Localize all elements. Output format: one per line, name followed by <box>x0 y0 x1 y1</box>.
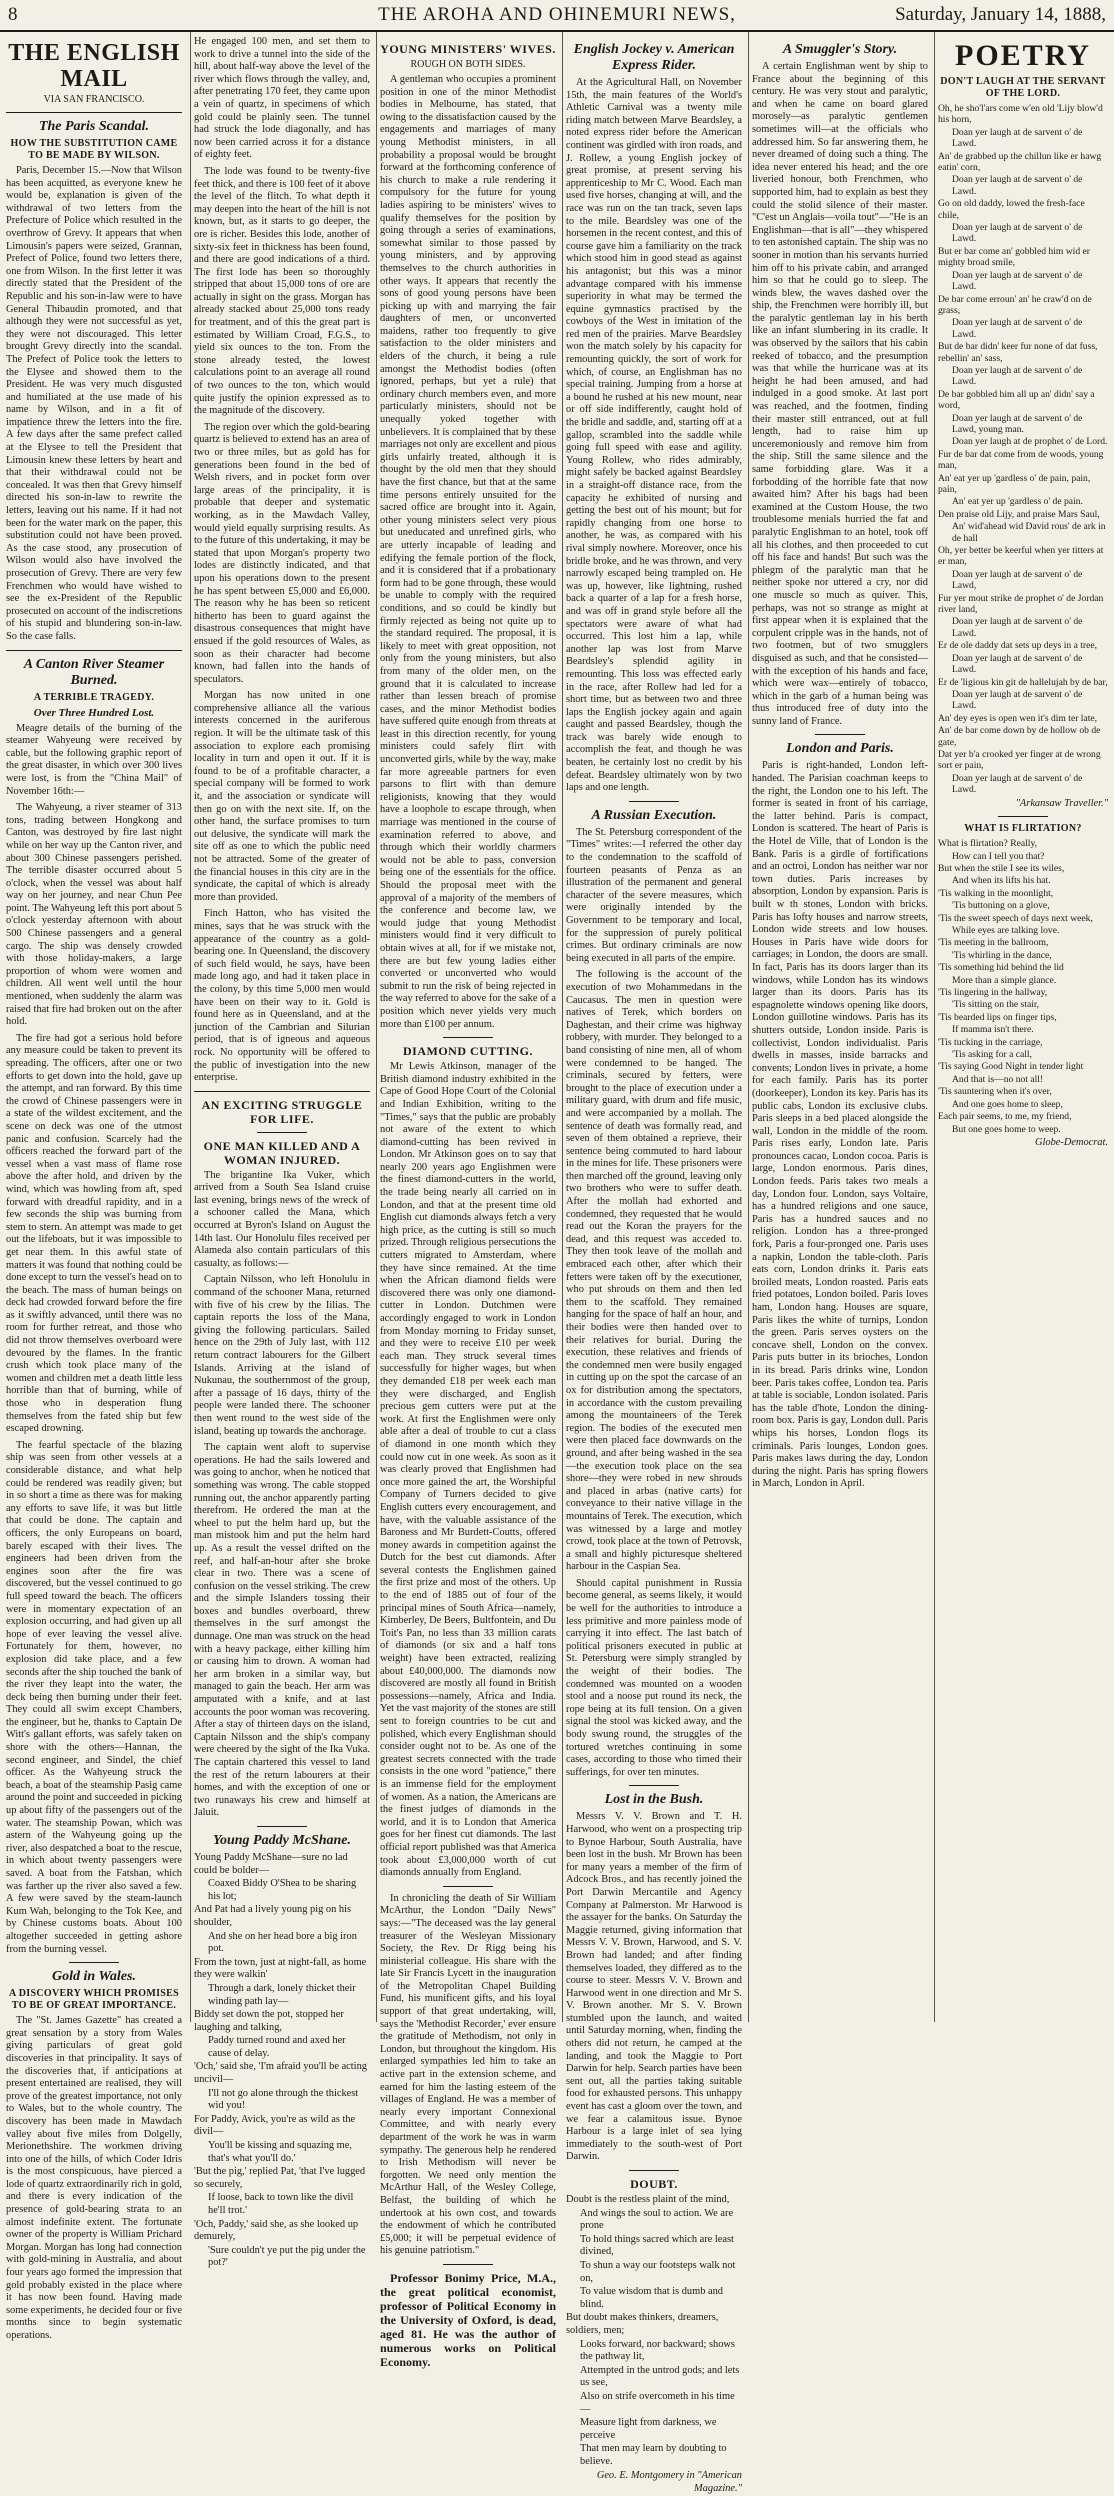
column-rule <box>748 32 749 2022</box>
poem-line: But when the stile I see its wiles, <box>938 862 1065 874</box>
poem-line: But doubt makes thinkers, dreamers, soldiers, men; <box>566 2312 719 2336</box>
poem-line: But de bar didn' keer fur none of dat fuss, rebellin' an' sass, <box>938 341 1098 364</box>
poem-line: What is flirtation? Really, <box>938 838 1038 850</box>
poem-line: 'Tis bearded lips on finger tips, <box>938 1011 1057 1023</box>
poem-line: Doan yer laugh at de sarvent o' de Lawd. <box>952 688 1083 712</box>
poem-line: 'Och,' said she, 'I'm afraid you'll be acting uncivil— <box>194 2061 367 2086</box>
article-paragraph: Mr Lewis Atkinson, manager of the British diamond industry exhibited in the Cape of Good Hope Court of the Colonial and Indian Exhibition, writing to the "Times," says that the public are probably not aware of the extent to which diamond-cutting has been revived in London. Mr Atkinson goes on to say that nearly 200 years ago Englishmen were the finest diamond-cutters in the world, the trade being nearly all carried on in London, and that at the present time old English cut diamonds always fetch a very high price, as the cutting is still so much prized. Through religious persecutions the cutters migrated to Amsterdam, where they have since remained. At the time when the African diamond fields were discovered there was only one diamond-cutter in London. Dutchmen were accordingly engaged to work in London from Monday morning to Friday sunset, and they were to receive £10 per week each man. They struck several times successfully for higher wages, but when they demanded £18 per week each man they were discharged, and English precious gem cutters were put at the work. At first the Englishmen were only able after a deal of trouble to cut a class of diamond in one month which they could now cut in one week. As soon as it was clearly proved that Englishmen had once more gained the art, the Worshipful Company of Turners decided to give English cutters every encouragement, and have, with the valuable assistance of the Baroness and Mr Burdett-Coutts, offered money awards in competition against the Dutch for the best cut diamonds. After several contests the Englishmen gained the first prize and most of the others. Up to the end of 1885 out of four of the principal mines of South Africa—namely, Kimberley, De Beers, Bultfontein, and Du Toit's Pan, no less than 33 million carats of diamonds (or six and a half tons weight) have been extracted, realizing about £40,000,000. The diamonds now discovered are mostly all found in British possessions—namely, Africa and India. Yet the vast majority of the stones are still sent to foreign countries to be cut and polished, which every Englishman should consider ought not to be. As one of the greatest secrets connected with the trade consists in the one word "patience," there is an immense field for the employment of women. As a nation, the Americans are the finest judges of diamonds in the world, and it is to London that America goes for her finest cut diamonds. The last official report published was that America took about £3,000,000 worth of cut diamonds annually from England. <box>380 1061 556 1879</box>
column-3 <box>380 36 557 2369</box>
column-1 <box>6 36 182 2341</box>
poem-line: Oh, yer better be keerful when yer titters at er man, <box>938 545 1104 568</box>
poem-line: An' de grabbed up the chillun like er hawg eatin' corn, <box>938 150 1102 174</box>
poetry-section-title: POETRY <box>955 39 1091 72</box>
poem-line: Go on old daddy, lowed the fresh-face chile, <box>938 198 1085 221</box>
poem-line: Doan yer laugh at de sarvent o' de Lawd. <box>952 772 1083 796</box>
poem-line: 'Tis saying Good Night in tender light <box>938 1061 1084 1073</box>
poem-line: Doan yer laugh at de sarvent o' de Lawd. <box>952 269 1083 293</box>
article-paragraph: The brigantine Ika Vuker, which arrived from a South Sea Island cruise last evening, brings news of the wreck of a schooner called the Mana, which occurred at Byron's Island on August the 14th last. Our Honolulu files received per Alameda also contain particulars of this casualty, as follows:— <box>194 1169 370 1269</box>
poem-line: Fur de bar dat come from de woods, young man, <box>938 448 1104 472</box>
article-headline: YOUNG MINISTERS' WIVES. <box>380 42 556 56</box>
poem-line: Dat yer b'a crooked yer finger at de wrong sort er pain, <box>938 748 1101 772</box>
article-headline: London and Paris. <box>786 741 894 757</box>
poem-line: That men may learn by doubting to believe. <box>580 2443 727 2467</box>
article-subhead: A DISCOVERY WHICH PROMISES TO BE OF GREAT IMPORTANCE. <box>9 1988 179 2012</box>
divider <box>443 1037 493 1038</box>
section-title: THE ENGLISH MAIL <box>8 40 180 92</box>
poem-line: An' de bar come down by de hollow ob de gate, <box>938 725 1101 748</box>
poem-line: And Pat had a lively young pig on his shoulder, <box>194 1904 352 1928</box>
masthead <box>0 0 1114 32</box>
poem-line: 'Tis whirling in the dance, <box>952 949 1052 961</box>
poem-line: 'Tis meeting in the ballroom, <box>938 937 1049 949</box>
article-headline: DIAMOND CUTTING. <box>402 1044 533 1059</box>
column-rule <box>934 32 935 2022</box>
poem-line: De bar gobbled him all up an' didn' say a word, <box>938 388 1095 412</box>
poem-title: WHAT IS FLIRTATION? <box>964 823 1082 835</box>
poem-line: An' eat yer up 'gardless o' de pain, pain, pain, <box>938 472 1091 495</box>
poem-line: Oh, he sho'l'ars come w'en old 'Lijy blow'd his horn, <box>938 103 1103 126</box>
poem-line: Doan yer laugh at de sarvent o' de Lawd. <box>952 616 1083 639</box>
article-paragraph: The "St. James Gazette" has created a great sensation by a story from Wales giving particulars of great gold discoveries in that principality. It says of the discoveries that, if anticipations at present entertained are realised, they will prove of the greatest importance, not only to Wales, but to the whole country. The discovery has been made in Mawdach valley about five miles from Dolgelly, Merionethshire. The workmen driving into one of the hills, of which Coder Idris is the most conspicuous, have pierced a lode of quartz extraordinarily rich in gold, and there is every indication of the presence of gold-bearing strata to an almost indefinite extent. The fortunate owner of the property is William Prichard Morgan. Morgan has long had connection with gold-mining in Australia, and about four years ago formed the impression that gold probably existed in the place where it has now been found. Having made some experiments, he decided four or five months since to begin systematic operations. <box>6 2015 182 2341</box>
poem-line: Doan yer laugh at de sarvent o' de Lawd, young man. <box>952 412 1083 435</box>
article-headline: Gold in Wales. <box>52 1969 136 1985</box>
poem-line: And wings the soul to action. We are prone <box>580 2207 734 2232</box>
article-paragraph: The fearful spectacle of the blazing ship was seen from other vessels at a considerable distance, and what help could be rendered was readily given; but in so short a time as there was for making any efforts to save life, it was but little that could be done. The captain and officers, the only Europeans on board, barely escaped with their lives. The engineers had been driven from the engines soon after the fire was discovered, but the vessel continued to go full speed toward the beach. The officers were in momentary expectation of an explosion occurring, and had given up all hope of ever leaving the vessel alive. Fortunately for them, however, no explosion did take place, and a few seconds after the ship touched the bank of the river they leapt into the water, the deck being then burning under their feet. They could all swim except Chambers, the engineer, but he, thanks to Captain De Witt's gallant efforts, was safely taken on shore with the others—Hannan, the second engineer, and Sindel, the chief officer. As the Wahyeung struck the beach, a boat of the steamship Pasig came around the point and succeeded in picking up about fifty of the passengers out of the water. The steamship Powan, which was astern of the Wahyeung going up the river, also despatched a boat to the rescue, in which about twenty passengers were saved. A boat from the Fatshan, which was farther up the river also saved a few. A few were saved by the steam-launch Kum Wah, belonging to the Tok Kee, and by Chinese customs boats. About 100 altogether succeeded in getting ashore from the burning vessel. <box>6 1439 182 1955</box>
poem-line: 'Tis buttoning on a glove, <box>952 900 1050 912</box>
poem-line: For Paddy, Avick, you're as wild as the divil— <box>194 2113 356 2138</box>
poem-line: Den praise old Lijy, and praise Mars Saul, <box>938 508 1100 520</box>
article-paragraph: Paris is right-handed, London left-handed. The Parisian coachman keeps to the right, the London one to his left. The former is seated in front of his carriage, the latter behind. Paris is compact, London is scattered. The heart of Paris is the Hotel de Ville, that of London is the Bank. Paris is a girdle of fortifications and an octroi, London has neither war nor town duties. Paris increases by absorption, London by expansion. Paris is built w th stones, London with bricks. Paris has lofty houses and narrow streets, London wide streets and low houses. Houses in Paris have wide doors for carriages; in London, the doors are small. In fact, Paris has its doors larger than its windows, while London has its windows larger than its doors. Paris has its espagnolette windows opening like doors, London guillotine windows. Paris has its shutters outside, London inside. Paris is collectivist, London individualist. Paris dwells in masses, inside barracks and convents; London lives in private, a home for each family. Paris has its porter (doorkeeper), London its key. Paris has its public cabs, London its exclusive clubs. Paris sleeps in a bed placed alongside the wall, London in the middle of the room. Paris rises early, London late. Paris pronounces cacao, London cocoa. Paris is large, London enormous. Paris dines, London feeds. Paris takes two meals a day, London four. London, says Voltaire, has a hundred religions and one sauce, Paris has a hundred sauces and no religion. London has a three-pronged fork, Paris a four-pronged one. Paris uses a napkin, London the table-cloth. Paris eats corn, London drinks it. Paris eats broiled meats, London roasted. Paris eats fried potatoes, London boiled. Paris loves ham, London hang. Houses are square, Paris likes the white of turnips, London the green. Paris serves oysters on the concave shell, London on the convex. Paris puts butter in its brioches, London in its bread. Paris drinks wine, London beer. Paris takes coffee, London tea. Paris at table is sociable, London isolated. Paris has the table d'hote, London the dining-room box. Paris is gay, London dull. Paris whips his horses, London flogs its criminals. Paris lounges, London goes. Paris makes laws during the day, London during the night. Paris has spring flowers in March, London in April. <box>752 760 928 1490</box>
article-paragraph: In chronicling the death of Sir William McArthur, the London "Daily News" says:—"The deceased was the lay general treasurer of the Wesleyan Missionary Society, the Rev. Dr Rigg being his ministerial colleague. His share with the late Sir Francis Lycett in the inauguration of the Metropolitan Chapel Building Fund, his munificent gifts, and his loyal support of that great undertaking, will, says the 'Methodist Recorder,' ever ensure the gratitude of Methodism, not only in London, but throughout the kingdom. His enlarged sympathies led him to take an active part in the extension scheme, and earned for him the lasting esteem of the villages of England. He was a member of nearly every important Connexional Committee, and with nearly every department of the work he was in warm sympathy. The generous help he rendered to Irish Methodism will never be forgotten. We need only mention the McArthur Hall, of the Wesley College, Belfast, the building of which he undertook at his own cost, and towards the endowment of which he contributed £5,000; it will be perpetual evidence of his genuine patriotism." <box>380 1892 556 2257</box>
article-headline: The Paris Scandal. <box>38 119 150 134</box>
article-paragraph: The following is the account of the execution of two Mohammedans in the Caucasus. The men in question were natives of Terek, which borders on Daghestan, and their crime was highway robbery, with murder. They belonged to a band consisting of nine men, all of whom were condemned to be hanged. The criminals, secured by fetters, were brought to the place of execution under a military guard, with drum and fife music, and were accompanied by a mollah. The sentence of death was formally read, and seven of them obtained a reprieve, their sentence being commuted to hard labour in the mines for life. These prisoners were then marched off the ground, leaving only two brothers who were to suffer death. After the mollah had exhorted and condemned, they requested that he would read out the Koran the prayers for the dead, and this request was acceded to. They then took leave of the mollah and embraced each other, after which their fetters were taken off by the executioner, who put shrouds on them and then led them to the scaffold. They remained hanging for the space of half an hour, and their bodies were then handed over to their relatives for burial. During the execution, these relatives and friends of the condemned men were busily engaged in cutting up on the spot the carcase of an ox for distribution among the spectators, in accordance with the custom prevailing among the mountaineers of the Terek region. The bodies of the executed men were then placed face downwards on the ground, and after being washed in the sea—the execution took place on the sea shore—they were robed in new shrouds and placed in arbas (native carts) for conveyance to their native village in the mountains of Terek. The execution, which was witnessed by a large and motley crowd, took place at the town of Petrovsk, a small and highly picturesque sheltered harbour in the Caspian Sea. <box>566 969 742 1573</box>
poem-line: De bar come erroun' an' he craw'd on de grass, <box>938 293 1092 316</box>
poem-line: Doan yer laugh at de sarvent o' de Lawd. <box>952 126 1083 150</box>
poem-line: Doan yer laugh at de sarvent o' de Lawd. <box>952 317 1083 340</box>
article-paragraph: Paris, December 15.—Now that Wilson has been acquitted, as everyone knew he would be, explanation is given of the withdrawal of two letters from the Prefecture of Police which resulted in the overthrow of Grevy. It appears that when Limousin's papers were seized, Grannan, Prefect of Police, found two letters there, one from Wilson. In the first letter it was directly stated that the President of the Republic and his son-in-law were to have General Thibaudin promoted, and that although they were not successful as yet, they were not discouraged. This letter brought Grevy directly into the scandal. The Prefect of Police took the letters to the Elysee and showed them to the President. He was very much disgusted and humiliated at the use made of his name by Wilson, and in a fit of impatience threw the letters into the fire. A few days after the same prefect called at the Elysee to tell the President that Limousin knew these letters by heart and that their withdrawal could not be concealed. It was then that Grevy himself directed his son-in-law to rewrite the letters, leaving out his name. If it had not been for the water mark on the paper, this substitution could not have been proved. As the case stood, any prosecution of Wilson would also have involved the prosecution of Grevy. There are very few Frenchmen who would have wished to see the ex-President of the Republic prosecuted on account of the indiscretions of his stupid and blundering son-in-law. So the case falls. <box>6 165 182 642</box>
poem-attribution: Globe-Democrat. <box>1034 1136 1108 1148</box>
divider <box>815 734 865 735</box>
article-paragraph: The region over which the gold-bearing quartz is believed to extend has an area of two or three miles, but as gold has for generations been found in the bed of Welsh rivers, and in pocket form over large areas of the principality, it is probable that deeper and systematic working, as in the Mawdach Valley, would yield equally surprising results. As to the future of this undertaking, it may be stated that upon Morgan's property two lodes are distinctly indicated, and that upon his operations down to the present he has spent between £5,000 and £6,000. The reason why he has been so reticent hitherto has been to guard against the disastrous consequences that might have ensued if the gold resources of Wales, as soon as their character had become known, had fallen into the hands of speculators. <box>194 421 370 685</box>
column-6 <box>938 36 1108 2021</box>
section-subtitle: VIA SAN FRANCISCO. <box>43 94 145 105</box>
poem-line: 'Tis the sweet speech of days next week, <box>938 912 1093 924</box>
article-paragraph: He engaged 100 men, and set them to work to drive a tunnel into the side of the hill, about half-way above the level of the river which flows through the valley, and, after penetrating 170 feet, they came upon a vein of quartz, in specimens of which gold could be plainly seen. The tunnel had struck the lode diagonally, and has now been carried across it for a distance of eighty feet. <box>194 36 370 161</box>
divider <box>629 2170 679 2171</box>
poem-title: Young Paddy McShane. <box>212 1832 352 1848</box>
poem-line: Each pair seems, to me, my friend, <box>938 1111 1072 1123</box>
poem-line: Er de 'ligious kin git de hallelujah by de bar, <box>938 676 1108 688</box>
poem-line: 'But the pig,' replied Pat, 'that I've lugged so securely, <box>194 2166 366 2190</box>
poem-line: To value wisdom that is dumb and blind. <box>580 2286 723 2310</box>
poem-line: Doubt is the restless plaint of the mind, <box>566 2194 730 2205</box>
article-subhead: ROUGH ON BOTH SIDES. <box>410 59 526 70</box>
article-subhead: A TERRIBLE TRAGEDY. <box>33 691 155 703</box>
poem-line: Attempted in the untrod gods; and lets us see, <box>580 2364 740 2389</box>
poem-line: Doan yer laugh at de sarvent o' de Lawd, <box>952 568 1083 592</box>
poem-line: Doan yer laugh at de sarvent o' de Lawd. <box>952 222 1083 245</box>
column-4 <box>566 36 742 2495</box>
page-number: 8 <box>8 4 18 25</box>
poem-line: And one goes home to sleep, <box>952 1098 1063 1110</box>
article-headline: English Jockey v. American Express Rider. <box>573 42 735 73</box>
poem-line: Er de ole daddy dat sets up deys in a tree, <box>938 640 1098 652</box>
article-paragraph: Should capital punishment in Russia become general, as seems likely, it would be well for the authorities to introduce a less primitive and more painless mode of carrying it into effect. The last batch of political prisoners executed in public at St. Petersburg were simply strangled by the weight of their bodies. The condemned was mounted on a wooden stool and a noose put round its neck, the rope being at its full tension. On a given signal the stool was kicked away, and the body swung round, the struggles of the tortured wretches continuing in some cases, according to those who timed their sufferings, for over ten minutes. <box>566 1577 742 1778</box>
poem-line: Doan yer laugh at de sarvent o' de Lawd. <box>952 364 1083 388</box>
article-paragraph: Meagre details of the burning of the steamer Wahyeung were received by cable, but the following graphic report of the great disaster, in which over 300 lives were lost, is from the "China Mail" of November 16th:— <box>6 722 182 797</box>
article-subhead: HOW THE SUBSTITUTION CAME TO BE MADE BY WILSON. <box>10 138 178 161</box>
poem-line: You'll be kissing and squazing me, that's what you'll do.' <box>208 2140 352 2164</box>
divider <box>998 816 1048 817</box>
poem-line: To shun a way our footsteps walk not on, <box>580 2259 736 2284</box>
divider <box>629 1785 679 1786</box>
article-paragraph: Morgan has now united in one comprehensive alliance all the various interests concerned in the auriferous region. It will be the ultimate task of this association to explore each promising locality in turn and open it out. If it is found to be of a profitable character, a special company will be formed to work it, and the association or syndicate will then go on with the next site. If, on the other hand, the surface promises to turn out delusive, the syndicate will mark the site off as one to which the public need not be attracted. Some of the greater of the financial houses in this city are in the syndicate, the capital of which is already more than provided. <box>194 690 370 903</box>
poem-line: 'Tis tucking in the carriage, <box>938 1036 1043 1048</box>
poem-line: I'll not go alone through the thickest wid you! <box>208 2087 359 2112</box>
article-paragraph: The captain went aloft to supervise operations. He had the sails lowered and was going to anchor, when he noticed that something was wrong. The cable stopped running out, the anchor apparently parting therefrom. He ordered the man at the wheel to put the helm hard up, but the man mistook him and put the helm hard up. As a result the vessel drifted on the reef, and half-an-hour after she broke clear in two. There was a scene of confusion on the vessel striking. The crew and the simple Islanders tossing their boxes and bundles overboard, threw themselves in the surf amongst the dunnage. One man was struck on the head with a heavy package, either killing him or causing him to drown. A woman had her arm broken in a similar way, but managed to gain the beach. Her arm was amputated with a knife, and at last accounts the poor woman was recovering. After a stay of thirteen days on the island, Captain Nilsson and the ship's company were cheered by the sight of the Ika Vuka. The captain chartered this vessel to land the rest of the return labourers at their homes, and with the exception of one or two runaways his crew and himself at Jaluit. <box>194 1442 370 1819</box>
poem-line: Looks forward, nor backward; shows the pathway lit, <box>580 2338 735 2363</box>
divider <box>6 112 182 113</box>
article-headline: A Smuggler's Story. <box>782 42 898 57</box>
poem-line: From the town, just at night-fall, as home they were walkin' <box>194 1956 367 1981</box>
poem-line: But er bar come an' gobbled him wid er mighty broad smile, <box>938 245 1090 269</box>
article-paragraph: Captain Nilsson, who left Honolulu in command of the schooner Mana, returned with five of his crew by the Iilias. The captain reports the loss of the Mana, giving the following particulars. Sailed hence on the 29th of July last, with 112 return contract labourers for the Gilbert Islands. Arriving at the island of Nukunau, the southernmost of the group, after a passage of 16 days, thirty of the people were landed there. The schooner then went round to the west side of the island, beating up towards the anchorage. <box>194 1274 370 1437</box>
article-headline: AN EXCITING STRUGGLE FOR LIFE. <box>201 1097 363 1126</box>
divider <box>629 801 679 802</box>
article-paragraph: A gentleman who occupies a prominent position in one of the minor Methodist bodies in Melbourne, has stated, that owing to the dissatisfaction caused by the engagements and marriages of many young Methodist ministers, in all probability a proposal would be brought forward at the forthcoming conference of his church to make a rule rendering it compulsory for the future for young ladies aspiring to be ministers' wives to qualify themselves for the position by going through a series of examinations, somewhat similar to those passed by young ministers, and by approving themselves to the church authorities in other ways. It appears that recently the sons of good young persons have been picking up with and marrying the fair daughters of men, or unconverted maidens, rather too frequently to give satisfaction to the older ministers and elders of the church, it being a rule amongst the Methodist bodies (often ignored, perhaps, but yet a rule) that ordinary church members even, and more particularly ministers, should not be unequally yoked together with unbelievers. It is complained that by these marriages not only are excellent and pious girls unfairly treated, although it is thought by the old men that they should have the first chance, but that at the same time persons entirely unsuited for the sacred office are brought into it. Again, other young ministers select very pious but uneducated and unrefined girls, who are utterly incapable of leading and edifying the female portion of the flock, and it is considered that if a probationary form had to be gone through, these would be unable to comply with the required conditions, and so could be kindly but firmly rejected as being not quite up to the standard required. The proposal, it is likely to meet with great opposition, not only from the young ministers, but also from many of the older men, on the ground that it is calculated to increase rather than lessen breach of promise cases, and the minor Methodist bodies have suffered quite enough from threats at least in this direction recently, for young ministers could safely flirt with unconverted girls, while by the way, make far more agreeable partners for even parsons to flirt with than demure religionists, knowing that they would have a loophole to escape through, when marriage was mentioned in the course of examination referred to above, and through which their worldly charmers would not be able to pass, conversion being one of the essentials for the office. Should the proposal meet with the approval of a majority of the members of the conference and become law, we would judge that young Methodist ministers would find it very difficult to obtain wives at all, for if we mistake not, there are but few young ladies either converted or unconverted who would submit to run the risk of being rejected in the way referred to above for the sake of a position which never yields very much more than £100 per annum. <box>380 74 557 1030</box>
poem-line: Measure light from darkness, we perceive <box>580 2417 717 2441</box>
article-paragraph: Professor Bonimy Price, M.A., the great political economist, professor of Political Economy in the University of Oxford, is dead, aged 81. He was the author of numerous works on Political Economy. <box>380 2270 556 2369</box>
poem-line: An' eat yer up 'gardless o' de pain. <box>952 496 1083 508</box>
poem-line: And when its lifts his hat. <box>952 875 1051 887</box>
poem-line: 'Sure couldn't ye put the pig under the pot?' <box>208 2244 366 2269</box>
article-subhead: ONE MAN KILLED AND A WOMAN INJURED. <box>203 1138 361 1167</box>
poem-line: Fur yer mout strike de prophet o' de Jordan river land, <box>938 592 1104 616</box>
divider <box>443 2264 493 2265</box>
issue-date: Saturday, January 14, 1888, <box>895 4 1106 25</box>
poem-line: To hold things sacred which are least divined, <box>580 2233 734 2258</box>
poem-line: But one goes home to weep. <box>952 1123 1061 1135</box>
article-headline: Lost in the Bush. <box>604 1792 704 1808</box>
poem-line: Paddy turned round and axed her cause of delay. <box>208 2035 346 2059</box>
poem-line: Coaxed Biddy O'Shea to be sharing his lot; <box>208 1878 357 1902</box>
poem-line: While eyes are talking love. <box>952 925 1060 936</box>
article-paragraph: The St. Petersburg correspondent of the "Times" writes:—I referred the other day to the condemnation to the scaffold of fourteen peasants of Penza as an illustration of the permanent and general character of the severe measures, which were originally intended by the Government to be temporary and local, for the suppression of purely political crimes. But ordinary criminals are now being executed in all parts of the empire. <box>566 826 742 964</box>
poem-line: 'Tis something hid behind the lid <box>938 962 1064 974</box>
article-headline: A Canton River Steamer Burned. <box>23 656 165 688</box>
article-paragraph: The lode was found to be twenty-five feet thick, and there is 100 feet of it above the level of the flitch. To what depth it may deepen into the heart of the hill is not known, but, as it starts to go deeper, the ore is richer. Besides this lode, another of sixty-six feet in thickness has been found, and there are good indications of a third. The first lode has been so thoroughly stripped that about 15,000 tons of ore are actually in sight on the grass. Morgan has already stacked about 25,000 tons ready for treatment, and of this the great part is estimated by William Croad, F.G.S., to yield six ounces to the ton. From the stone already tested, the lowest calculations point to an average all round of two ounces to the ton, which would quite justify the opinion expressed as to the magnitude of the discovery. <box>194 165 370 417</box>
poem-line: Biddy set down the pot, stopped her laughing and talking, <box>194 2009 344 2033</box>
divider <box>443 1886 493 1887</box>
poem-line: If loose, back to town like the divil he'll trot.' <box>208 2192 354 2216</box>
divider <box>6 650 182 651</box>
column-rule <box>190 32 191 2022</box>
newspaper-title: THE AROHA AND OHINEMURI NEWS, <box>378 4 736 25</box>
divider <box>257 1132 307 1133</box>
poem-line: Doan yer laugh at de sarvent o' de Lawd. <box>952 174 1083 197</box>
article-paragraph: The fire had got a serious hold before any measure could be taken to prevent its spreading. The officers, after one or two efforts to get down into the hold, gave up the attempt, and ran forward. By this time the crowd of Chinese passengers were in a state of the wildest excitement, and the scene on deck was one of the utmost panic and confusion. Scarcely had the officers reached the forward part of the vessel when a vast mass of flame rose above the after hold, and driven by the wind, which was howling from aft, sped forward with dreadful rapidity, and in a few seconds the ship was burning from stem to stern. An attempt was made to get out the lifeboats, but it was impossible to get near them. In this awful state of matters it was found that nothing could be done except to turn the vessel's head on to the beach. The mass of human beings on deck had crowded forward before the fire as it swiftly advanced, until there was no room for further retreat, and those who did not throw themselves overboard were devoured by the flames. In the frantic crush which took place many of the women and children met a death little less horrible than that of burning, while of those who in desperation flung themselves from the fated ship but few escaped drowning. <box>6 1032 182 1435</box>
poem-attribution: Geo. E. Montgomery in "American Magazine." <box>596 2470 742 2495</box>
column-rule <box>376 32 377 2022</box>
article-headline: A Russian Execution. <box>591 807 717 823</box>
poem-servant-of-lord <box>938 103 1108 796</box>
poem-line: How can I tell you that? <box>952 850 1045 862</box>
article-paragraph: A certain Englishman went by ship to France about the beginning of this century. He was very stout and paralytic, and when he came on board glared morosely—as paralytic gentlemen sometimes will—at the officials who addressed him. So far answering them, he never dreamed of doing such a thing. The idea never entered his head; and the ore liveried honour, both Frenchmen, who supported him, had to explain as best they could the stolid silence of their master. "C'est un Anglais—voila tout"—"He is an Englishman—that is all"—they whispered to ten astonished captain. The ship was no sooner in motion than his servants hurried him off to his private cabin, and arranged him so that he could go to sleep. The winds blew, the waves dashed over the ship, the Frenchmen were horribly ill, but the paralytic gentleman lay in his berth like an infant slumbering in its cradle. It was observed by the sailors that his cabin reeked of tobacco, and the presumption was that while the hurricane was at its height he had been amused, and had indulged in a good smoke. At last port was reached, and the footmen, finding their master still entranced, out at full length, had to raise him up unceremoniously and remove him from the ship. Still the same silence and the same forbidding glare. Was it a forbodding of the horrible fate that now awaited him? After his bags had been examined at the Custom House, the two troublesome menials hurried the fat and paralytic Englishman to an hotel, took off all his clothes, and then proceeded to cut off his face and hands! But such was the phlegm of the paralytic man that he neither spoke nor uttered a cry, nor did one muscle so much as quiver. This, perhaps, was not so strange as might at first appear when it is explained that the corpulent cripple was in the hands, not of two footmen, but of two smugglers disguised as such, and that he consisted—with the exception of his hands and face, which were wax—entirely of tobacco, which in the garb of a human being was thus introduced free of duty into the sunny land of France. <box>752 61 928 727</box>
poem-line: 'Tis sauntering when it's over, <box>938 1086 1052 1098</box>
poem-line: 'Tis asking for a call, <box>952 1049 1032 1061</box>
poem-line: Doan yer laugh at de prophet o' de Lord. <box>952 436 1108 448</box>
poem-line: And she on her head bore a big iron pot. <box>208 1930 357 1955</box>
divider <box>194 1091 370 1092</box>
poem-title: DON'T LAUGH AT THE SERVANT OF THE LORD. <box>940 76 1106 99</box>
poem-line: 'Och, Paddy,' said she, as she looked up demurely, <box>194 2218 359 2243</box>
poem-line: And that is—no not all! <box>952 1073 1044 1085</box>
divider <box>257 1826 307 1827</box>
article-paragraph: Messrs V. V. Brown and T. H. Harwood, who went on a prospecting trip to Bynoe Harbour, South Australia, have been lost in the bush. Mr Brown has been for many years a member of the firm of Adcock Bros., and has recently joined the Port Darwin Mercantile and Agency Company at Palmerston. Mr Harwood is the assayer for the banks. On Saturday the Maggie returned, giving information that Messrs V. V. Brown, Harwood, and S. V. Brown had landed; and after finding themselves loaded, they differed as to the course to steer. Messrs V. V. Brown and Harwood went in one direction and Mr S. V. Brown another. Mr S. V. Brown stumbled upon the launch, and waited until Saturday morning, when, finding the others did not return, he camped at the landing, and took the Maggie to Port Darwin for help. Search parties have been sent out, all the parties taking suitable food for exhausted persons. This unhappy event has cast a gloom over the town, and we fear a calamitous issue. Bynoe Harbour is a large inlet of sea lying immediately to the south-west of Port Darwin. <box>566 1811 742 2163</box>
poem-line: 'Tis walking in the moonlight, <box>938 887 1054 899</box>
poem-line: An' dey eyes is open wen it's dim ter late, <box>938 712 1098 724</box>
poem-line: If mamma isn't there. <box>952 1024 1034 1036</box>
column-5 <box>752 36 928 2021</box>
poem-doubt <box>566 2194 742 2468</box>
article-paragraph: At the Agricultural Hall, on November 15th, the main features of the World's Athletic Carnival was a twenty mile riding match between Marve Beardsley, a noted express rider before the American continent was girdled with iron roads, and J. Rollew, a young English jockey of great promise, at present serving his apprenticeship to Mr C. Wood. Each man used five horses, changing at will, and the race was run on the tan track, seven laps to the mile. Beardsley was one of the horsemen in the recent contest, and this of course gave him a familiarity on the track which stood him in good stead as against his antagonist; but this was a minor advantage compared with his immense superiority in what may be termed the equine gymnastics practised by the cowboys of the West in imitation of the red men of the prairies. Marve Beardsley won the match solely by his capacity for remounting quickly, the sort of work for which, of course, an Englishman has no special training. Jumping from a horse at a bound he rushed at his new mount, near or off side indifferently, caught hold of the bridle and saddle, and, starting off at a gallop, scrambled into the saddle while going full speed with ease and agility. Young Rollew, who rides admirably, might safely be backed against Beardsley in a straight-off distance race, from the capacity he exhibited of nursing and getting the best out of his mount; but for rapidly changing from one horse to another, he was, as compared with his rival simply nowhere. Moreover, once his bridle broke, and he was thrown, and very narrowly escaped being trampled on. He was up, however, like lightning, rushed back a quarter of a lap for a fresh horse, and was off in grand style before all the spectators were aware of what had occurred. This lost him a lap, while another lap was lost from Marve Beardsley's splendid agility in remounting. This loss was effected early in the race, after Rollew had led for a short time, but as between two and three laps the English jockey again and again caught and passed Beardsley, though the track was barely wide enough to accomplish the feat, and though he was beaten, he certainly lost no credit by his defeat. Beardsley ultimately won by two laps and one length. <box>566 77 742 794</box>
poem-line: Young Paddy McShane—sure no lad could be bolder— <box>194 1851 348 1876</box>
article-paragraph: Finch Hatton, who has visited the mines, says that he was struck with the appearance of the country as a gold-bearing one. In Queensland, the discovery of such field would, he says, have been made long ago, and had it taken place in the colony, by this time 5,000 men would have been on their way to it. Gold is found here as in Queensland, and at the junction of the Cambrian and Silurian period, that is of igneous and aqueous rock. No opportunity will be offered to the public of investigation into the new enterprise. <box>194 908 370 1084</box>
divider <box>69 1962 119 1963</box>
poem-line: Doan yer laugh at de sarvent o' de Lawd. <box>952 652 1083 676</box>
poem-line: Through a dark, lonely thicket their winding path lay— <box>208 1982 356 2007</box>
poem-line: 'Tis sitting on the stair, <box>952 999 1040 1011</box>
poem-attribution: "Arkansaw Traveller." <box>1015 797 1108 809</box>
column-rule <box>562 32 563 2022</box>
poem-line: 'Tis lingering in the hallway, <box>938 987 1048 999</box>
article-paragraph: The Wahyeung, a river steamer of 313 tons, trading between Hongkong and Canton, was destroyed by fire last night while on her way up the Canton river, and about 300 Chinese passengers perished. The terrible disaster occurred about 5 o'clock, when the vessel was about half way on her journey, and near Chun Pee point. The Wahyeung left this port about 5 o'clock yesterday afternoon with about 500 Chinese passengers and a general cargo. The ship was densely crowded with those holiday-makers, a large proportion of whom were women and children. All went well until the hour mentioned, when suddenly the alarm was raised that fire had broken out on the after hold. <box>6 802 182 1028</box>
poem-flirtation <box>938 838 1108 1135</box>
poem-line: An' wid'ahead wid David rous' de ark in de hall <box>952 521 1106 544</box>
poem-title: DOUBT. <box>630 2177 678 2191</box>
article-subhead: Over Three Hundred Lost. <box>33 706 155 719</box>
poem-paddy <box>194 1852 370 2270</box>
poem-line: Also on strife overcometh in his time— <box>580 2390 735 2415</box>
poem-line: More than a simple glance. <box>952 974 1057 986</box>
column-2 <box>194 36 370 2269</box>
